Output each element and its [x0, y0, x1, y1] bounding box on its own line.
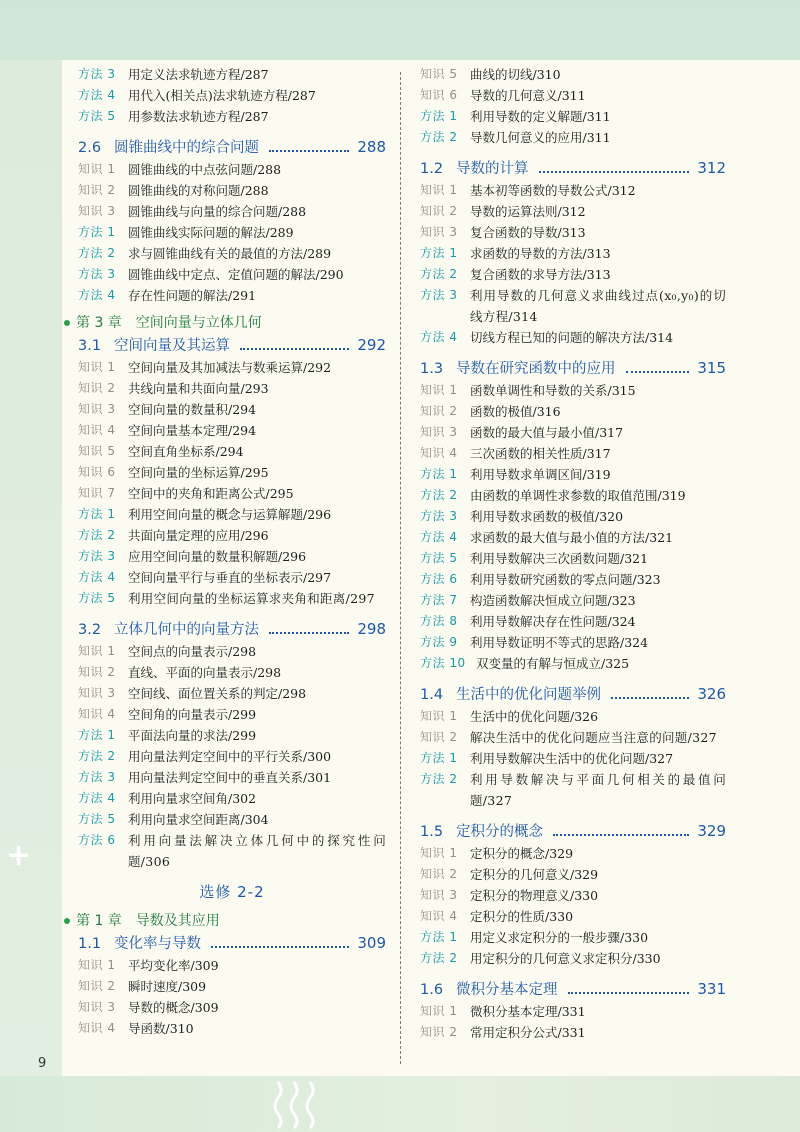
section-title: 导数的计算: [456, 161, 529, 177]
toc-item: [420, 222, 726, 243]
method-tag: 方法 1: [420, 751, 458, 765]
toc-item-text: 空间直角坐标系/294: [128, 444, 244, 459]
method-tag: 方法 1: [78, 728, 116, 742]
toc-item: [78, 201, 386, 222]
toc-item: [420, 85, 726, 106]
toc-item-text: 空间线、面位置关系的判定/298: [128, 686, 307, 701]
toc-item-text: 用向量法判定空间中的垂直关系/301: [128, 770, 332, 785]
toc-item: [420, 748, 726, 769]
toc-item-text: 导数的几何意义/311: [470, 88, 586, 103]
method-tag: 方法 2: [78, 749, 116, 763]
chapter-title: 第 3 章 空间向量与立体几何: [76, 315, 262, 331]
method-tag: 方法 4: [78, 791, 116, 805]
section-heading: [78, 932, 386, 955]
toc-item-text: 微积分基本定理/331: [470, 1004, 586, 1019]
toc-item: [420, 527, 726, 548]
toc-item-text: 利用向量求空间角/302: [128, 791, 257, 806]
section-page: 292: [357, 336, 386, 354]
toc-item: [420, 706, 726, 727]
section-page: 298: [357, 620, 386, 638]
knowledge-tag: 知识 3: [78, 204, 116, 218]
section-number: 1.2: [420, 161, 444, 177]
toc-item-text: 空间中的夹角和距离公式/295: [128, 486, 294, 501]
toc-item-text: 圆锥曲线的中点弦问题/288: [128, 162, 282, 177]
method-tag: 方法 4: [78, 570, 116, 584]
toc-left-column: [78, 64, 386, 1039]
toc-item: [420, 1022, 726, 1043]
toc-item: [420, 464, 726, 485]
method-tag: 方法 5: [78, 109, 116, 123]
knowledge-tag: 知识 1: [420, 383, 458, 397]
toc-item: [78, 243, 386, 264]
toc-item-text: 定积分的物理意义/330: [470, 888, 599, 903]
toc-item: [78, 159, 386, 180]
section-number: 3.2: [78, 622, 102, 638]
knowledge-tag: 知识 4: [78, 1021, 116, 1035]
knowledge-tag: 知识 2: [420, 867, 458, 881]
toc-item: [78, 567, 386, 588]
knowledge-tag: 知识 2: [78, 665, 116, 679]
method-tag: 方法 6: [420, 572, 458, 586]
section-title: 变化率与导数: [114, 936, 201, 952]
section-page: 288: [357, 138, 386, 156]
toc-item-text: 用参数法求轨迹方程/287: [128, 109, 269, 124]
section-page: 331: [697, 980, 726, 998]
toc-item: [78, 399, 386, 420]
section-number: 1.1: [78, 936, 102, 952]
toc-item-text: 利用导数解决生活中的优化问题/327: [470, 751, 674, 766]
section-heading: [78, 136, 386, 159]
toc-item-text: 利用导数求函数的极值/320: [470, 509, 624, 524]
toc-item: [420, 106, 726, 127]
toc-item-text: 求与圆锥曲线有关的最值的方法/289: [128, 246, 332, 261]
method-tag: 方法 6: [78, 833, 116, 847]
toc-item-text: 函数的最大值与最小值/317: [470, 425, 624, 440]
page-number: 9: [38, 1056, 47, 1071]
toc-item: [420, 1001, 726, 1022]
dot-leader: [211, 946, 349, 948]
knowledge-tag: 知识 2: [78, 381, 116, 395]
section-page: 315: [697, 359, 726, 377]
section-heading: [420, 978, 726, 1001]
method-tag: 方法 4: [78, 288, 116, 302]
toc-item: [420, 401, 726, 422]
section-number: 2.6: [78, 140, 102, 156]
toc-item-text: 常用定积分公式/331: [470, 1025, 586, 1040]
toc-item: [78, 180, 386, 201]
section-page: 329: [697, 822, 726, 840]
toc-item: [78, 462, 386, 483]
section-title: 立体几何中的向量方法: [114, 622, 259, 638]
toc-item-text: 用定义求定积分的一般步骤/330: [470, 930, 649, 945]
wave-decoration-icon: [270, 1080, 330, 1130]
toc-item: [420, 64, 726, 85]
toc-item-text: 复合函数的求导方法/313: [470, 267, 611, 282]
toc-item-text: 直线、平面的向量表示/298: [128, 665, 282, 680]
toc-item: [78, 378, 386, 399]
toc-item: [78, 662, 386, 683]
method-tag: 方法 1: [420, 109, 458, 123]
toc-item-text: 圆锥曲线中定点、定值问题的解法/290: [128, 267, 344, 282]
toc-item-text: 求函数的导数的方法/313: [470, 246, 611, 261]
toc-item-text: 利用向量求空间距离/304: [128, 812, 269, 827]
toc-item: [420, 727, 726, 748]
knowledge-tag: 知识 5: [420, 67, 458, 81]
toc-item-text: 平均变化率/309: [128, 958, 219, 973]
toc-item: [420, 285, 726, 327]
knowledge-tag: 知识 4: [78, 423, 116, 437]
section-title: 导数在研究函数中的应用: [456, 361, 616, 377]
knowledge-tag: 知识 3: [78, 402, 116, 416]
method-tag: 方法 3: [78, 67, 116, 81]
toc-item: [420, 443, 726, 464]
toc-item-text: 共线向量和共面向量/293: [128, 381, 269, 396]
toc-item-text: 基本初等函数的导数公式/312: [470, 183, 636, 198]
toc-item-text: 圆锥曲线的对称问题/288: [128, 183, 269, 198]
toc-item: [78, 997, 386, 1018]
method-tag: 方法 2: [420, 267, 458, 281]
bottom-band: [0, 1076, 800, 1132]
section-title: 定积分的概念: [456, 824, 543, 840]
chapter-heading: [64, 910, 386, 932]
toc-item-text: 利用导数解决三次函数问题/321: [470, 551, 649, 566]
dot-leader: [269, 150, 349, 152]
toc-item: [420, 843, 726, 864]
toc-item-text: 复合函数的导数/313: [470, 225, 586, 240]
toc-item-text: 三次函数的相关性质/317: [470, 446, 611, 461]
toc-item-text: 圆锥曲线实际问题的解法/289: [128, 225, 294, 240]
method-tag: 方法 1: [420, 246, 458, 260]
toc-item: [420, 243, 726, 264]
toc-item: [78, 106, 386, 127]
toc-item: [420, 485, 726, 506]
toc-item-text: 空间向量的坐标运算/295: [128, 465, 269, 480]
knowledge-tag: 知识 2: [78, 979, 116, 993]
knowledge-tag: 知识 1: [420, 709, 458, 723]
section-title: 空间向量及其运算: [114, 338, 230, 354]
toc-item-text: 空间向量基本定理/294: [128, 423, 257, 438]
knowledge-tag: 知识 1: [78, 958, 116, 972]
toc-right-column: [420, 64, 726, 1043]
knowledge-tag: 知识 1: [78, 162, 116, 176]
dot-leader: [269, 632, 349, 634]
toc-item: [78, 788, 386, 809]
section-heading: [420, 157, 726, 180]
toc-item: [420, 653, 726, 674]
toc-item-text: 空间角的向量表示/299: [128, 707, 257, 722]
toc-item: [78, 683, 386, 704]
knowledge-tag: 知识 1: [420, 1004, 458, 1018]
toc-item: [420, 127, 726, 148]
bullet-dot-icon: [64, 320, 70, 326]
section-heading: [78, 334, 386, 357]
method-tag: 方法 3: [420, 509, 458, 523]
toc-item: [78, 264, 386, 285]
knowledge-tag: 知识 6: [78, 465, 116, 479]
method-tag: 方法 4: [420, 530, 458, 544]
dot-leader: [539, 171, 690, 173]
section-page: 309: [357, 934, 386, 952]
toc-item-text: 利用导数解决存在性问题/324: [470, 614, 636, 629]
toc-item-text: 圆锥曲线与向量的综合问题/288: [128, 204, 307, 219]
method-tag: 方法 5: [78, 812, 116, 826]
knowledge-tag: 知识 6: [420, 88, 458, 102]
section-number: 1.4: [420, 687, 444, 703]
toc-item: [78, 357, 386, 378]
knowledge-tag: 知识 4: [420, 446, 458, 460]
knowledge-tag: 知识 3: [78, 1000, 116, 1014]
toc-item-text: 用向量法判定空间中的平行关系/300: [128, 749, 332, 764]
method-tag: 方法 9: [420, 635, 458, 649]
dot-leader: [611, 697, 689, 699]
chapter-title: 第 1 章 导数及其应用: [76, 913, 220, 929]
bullet-dot-icon: [64, 918, 70, 924]
toc-item: [420, 906, 726, 927]
dot-leader: [240, 348, 349, 350]
toc-item: [78, 64, 386, 85]
section-number: 1.3: [420, 361, 444, 377]
method-tag: 方法 3: [78, 770, 116, 784]
method-tag: 方法 5: [420, 551, 458, 565]
toc-item-text: 切线方程已知的问题的解决方法/314: [470, 330, 674, 345]
toc-item-text: 构造函数解决恒成立问题/323: [470, 593, 636, 608]
toc-item-text: 空间点的向量表示/298: [128, 644, 257, 659]
method-tag: 方法 2: [78, 246, 116, 260]
toc-item-text: 导函数/310: [128, 1021, 194, 1036]
toc-item-text: 用定义法求轨迹方程/287: [128, 67, 269, 82]
toc-item-text: 利用导数的定义解题/311: [470, 109, 611, 124]
section-number: 1.5: [420, 824, 444, 840]
knowledge-tag: 知识 2: [420, 1025, 458, 1039]
section-title: 圆锥曲线中的综合问题: [114, 140, 259, 156]
toc-item-text: 应用空间向量的数量积解题/296: [128, 549, 307, 564]
method-tag: 方法 3: [78, 267, 116, 281]
toc-item-text: 求函数的最大值与最小值的方法/321: [470, 530, 674, 545]
toc-item-text: 定积分的概念/329: [470, 846, 574, 861]
toc-item-text: 导数的运算法则/312: [470, 204, 586, 219]
toc-item: [78, 746, 386, 767]
knowledge-tag: 知识 1: [420, 846, 458, 860]
section-heading: [420, 357, 726, 380]
toc-item-text: 利用导数解决与平面几何相关的最值问题/327: [470, 772, 726, 808]
column-divider: [400, 72, 401, 1064]
knowledge-tag: 知识 3: [420, 225, 458, 239]
toc-item: [420, 327, 726, 348]
toc-item-text: 利用导数的几何意义求曲线过点(x₀,y₀)的切线方程/314: [470, 288, 726, 324]
toc-item: [420, 927, 726, 948]
knowledge-tag: 知识 3: [420, 425, 458, 439]
toc-item: [78, 285, 386, 306]
section-heading: [420, 683, 726, 706]
toc-item: [420, 506, 726, 527]
toc-item: [78, 420, 386, 441]
toc-item: [78, 441, 386, 462]
method-tag: 方法 2: [420, 951, 458, 965]
toc-item-text: 利用导数求单调区间/319: [470, 467, 611, 482]
toc-item: [78, 830, 386, 872]
toc-item-text: 用定积分的几何意义求定积分/330: [470, 951, 661, 966]
knowledge-tag: 知识 2: [78, 183, 116, 197]
toc-item: [420, 885, 726, 906]
toc-item: [420, 611, 726, 632]
knowledge-tag: 知识 4: [78, 707, 116, 721]
plus-decoration-icon: +: [6, 838, 32, 873]
toc-item-text: 函数的极值/316: [470, 404, 561, 419]
section-heading: [78, 618, 386, 641]
toc-item-text: 定积分的几何意义/329: [470, 867, 599, 882]
toc-item: [420, 864, 726, 885]
knowledge-tag: 知识 3: [420, 888, 458, 902]
toc-item: [78, 767, 386, 788]
knowledge-tag: 知识 2: [420, 204, 458, 218]
toc-item-text: 导数的概念/309: [128, 1000, 219, 1015]
toc-item-text: 用代入(相关点)法求轨迹方程/287: [128, 88, 316, 103]
toc-item-text: 利用空间向量的坐标运算求夹角和距离/297: [128, 591, 375, 606]
toc-item-text: 空间向量及其加减法与数乘运算/292: [128, 360, 332, 375]
toc-item: [420, 264, 726, 285]
toc-item: [78, 588, 386, 609]
chapter-heading: [64, 312, 386, 334]
toc-item: [78, 641, 386, 662]
method-tag: 方法 3: [78, 549, 116, 563]
toc-item: [420, 769, 726, 811]
knowledge-tag: 知识 3: [78, 686, 116, 700]
toc-item-text: 瞬时速度/309: [128, 979, 207, 994]
knowledge-tag: 知识 5: [78, 444, 116, 458]
toc-item-text: 解决生活中的优化问题应当注意的问题/327: [470, 730, 717, 745]
toc-item: [420, 548, 726, 569]
dot-leader: [568, 992, 690, 994]
toc-item-text: 由函数的单调性求参数的取值范围/319: [470, 488, 686, 503]
toc-item: [78, 525, 386, 546]
knowledge-tag: 知识 4: [420, 909, 458, 923]
dot-leader: [626, 371, 690, 373]
method-tag: 方法 7: [420, 593, 458, 607]
section-page: 312: [697, 159, 726, 177]
toc-item-text: 平面法向量的求法/299: [128, 728, 257, 743]
toc-item-text: 存在性问题的解法/291: [128, 288, 257, 303]
knowledge-tag: 知识 1: [78, 644, 116, 658]
toc-item: [78, 546, 386, 567]
knowledge-tag: 知识 7: [78, 486, 116, 500]
toc-item: [420, 201, 726, 222]
method-tag: 方法 1: [78, 507, 116, 521]
toc-item: [78, 1018, 386, 1039]
method-tag: 方法 4: [78, 88, 116, 102]
section-title: 微积分基本定理: [456, 982, 558, 998]
toc-item-text: 利用空间向量的概念与运算解题/296: [128, 507, 332, 522]
toc-item: [420, 590, 726, 611]
method-tag: 方法 2: [78, 528, 116, 542]
toc-item-text: 利用导数证明不等式的思路/324: [470, 635, 649, 650]
toc-item: [420, 569, 726, 590]
section-title: 生活中的优化问题举例: [456, 687, 601, 703]
method-tag: 方法 2: [420, 772, 458, 786]
toc-item-text: 利用导数研究函数的零点问题/323: [470, 572, 661, 587]
method-tag: 方法 2: [420, 488, 458, 502]
toc-item: [420, 948, 726, 969]
toc-item-text: 曲线的切线/310: [470, 67, 561, 82]
toc-item-text: 空间向量的数量积/294: [128, 402, 257, 417]
method-tag: 方法 4: [420, 330, 458, 344]
knowledge-tag: 知识 1: [78, 360, 116, 374]
toc-item: [78, 222, 386, 243]
method-tag: 方法 8: [420, 614, 458, 628]
section-number: 1.6: [420, 982, 444, 998]
method-tag: 方法 1: [78, 225, 116, 239]
dot-leader: [553, 834, 689, 836]
toc-item-text: 函数单调性和导数的关系/315: [470, 383, 636, 398]
toc-item: [420, 180, 726, 201]
toc-item-text: 双变量的有解与恒成立/325: [476, 656, 630, 671]
method-tag: 方法 5: [78, 591, 116, 605]
toc-item: [78, 809, 386, 830]
toc-item: [78, 725, 386, 746]
volume-title: 选修 2-2: [199, 883, 265, 901]
knowledge-tag: 知识 1: [420, 183, 458, 197]
toc-item-text: 利用向量法解决立体几何中的探究性问题/306: [128, 833, 386, 869]
section-page: 326: [697, 685, 726, 703]
toc-item: [78, 976, 386, 997]
section-heading: [420, 820, 726, 843]
method-tag: 方法 2: [420, 130, 458, 144]
toc-item: [78, 704, 386, 725]
toc-item-text: 共面向量定理的应用/296: [128, 528, 269, 543]
toc-item: [78, 955, 386, 976]
knowledge-tag: 知识 2: [420, 404, 458, 418]
section-number: 3.1: [78, 338, 102, 354]
toc-item-text: 定积分的性质/330: [470, 909, 574, 924]
method-tag: 方法 10: [420, 656, 466, 670]
toc-item: [78, 504, 386, 525]
knowledge-tag: 知识 2: [420, 730, 458, 744]
toc-item-text: 空间向量平行与垂直的坐标表示/297: [128, 570, 332, 585]
method-tag: 方法 1: [420, 467, 458, 481]
toc-item: [420, 422, 726, 443]
toc-item: [78, 483, 386, 504]
toc-item-text: 导数几何意义的应用/311: [470, 130, 611, 145]
method-tag: 方法 3: [420, 288, 458, 302]
toc-item: [78, 85, 386, 106]
method-tag: 方法 1: [420, 930, 458, 944]
toc-item-text: 生活中的优化问题/326: [470, 709, 599, 724]
toc-item: [420, 632, 726, 653]
left-margin-band: [0, 60, 62, 1076]
toc-item: [420, 380, 726, 401]
